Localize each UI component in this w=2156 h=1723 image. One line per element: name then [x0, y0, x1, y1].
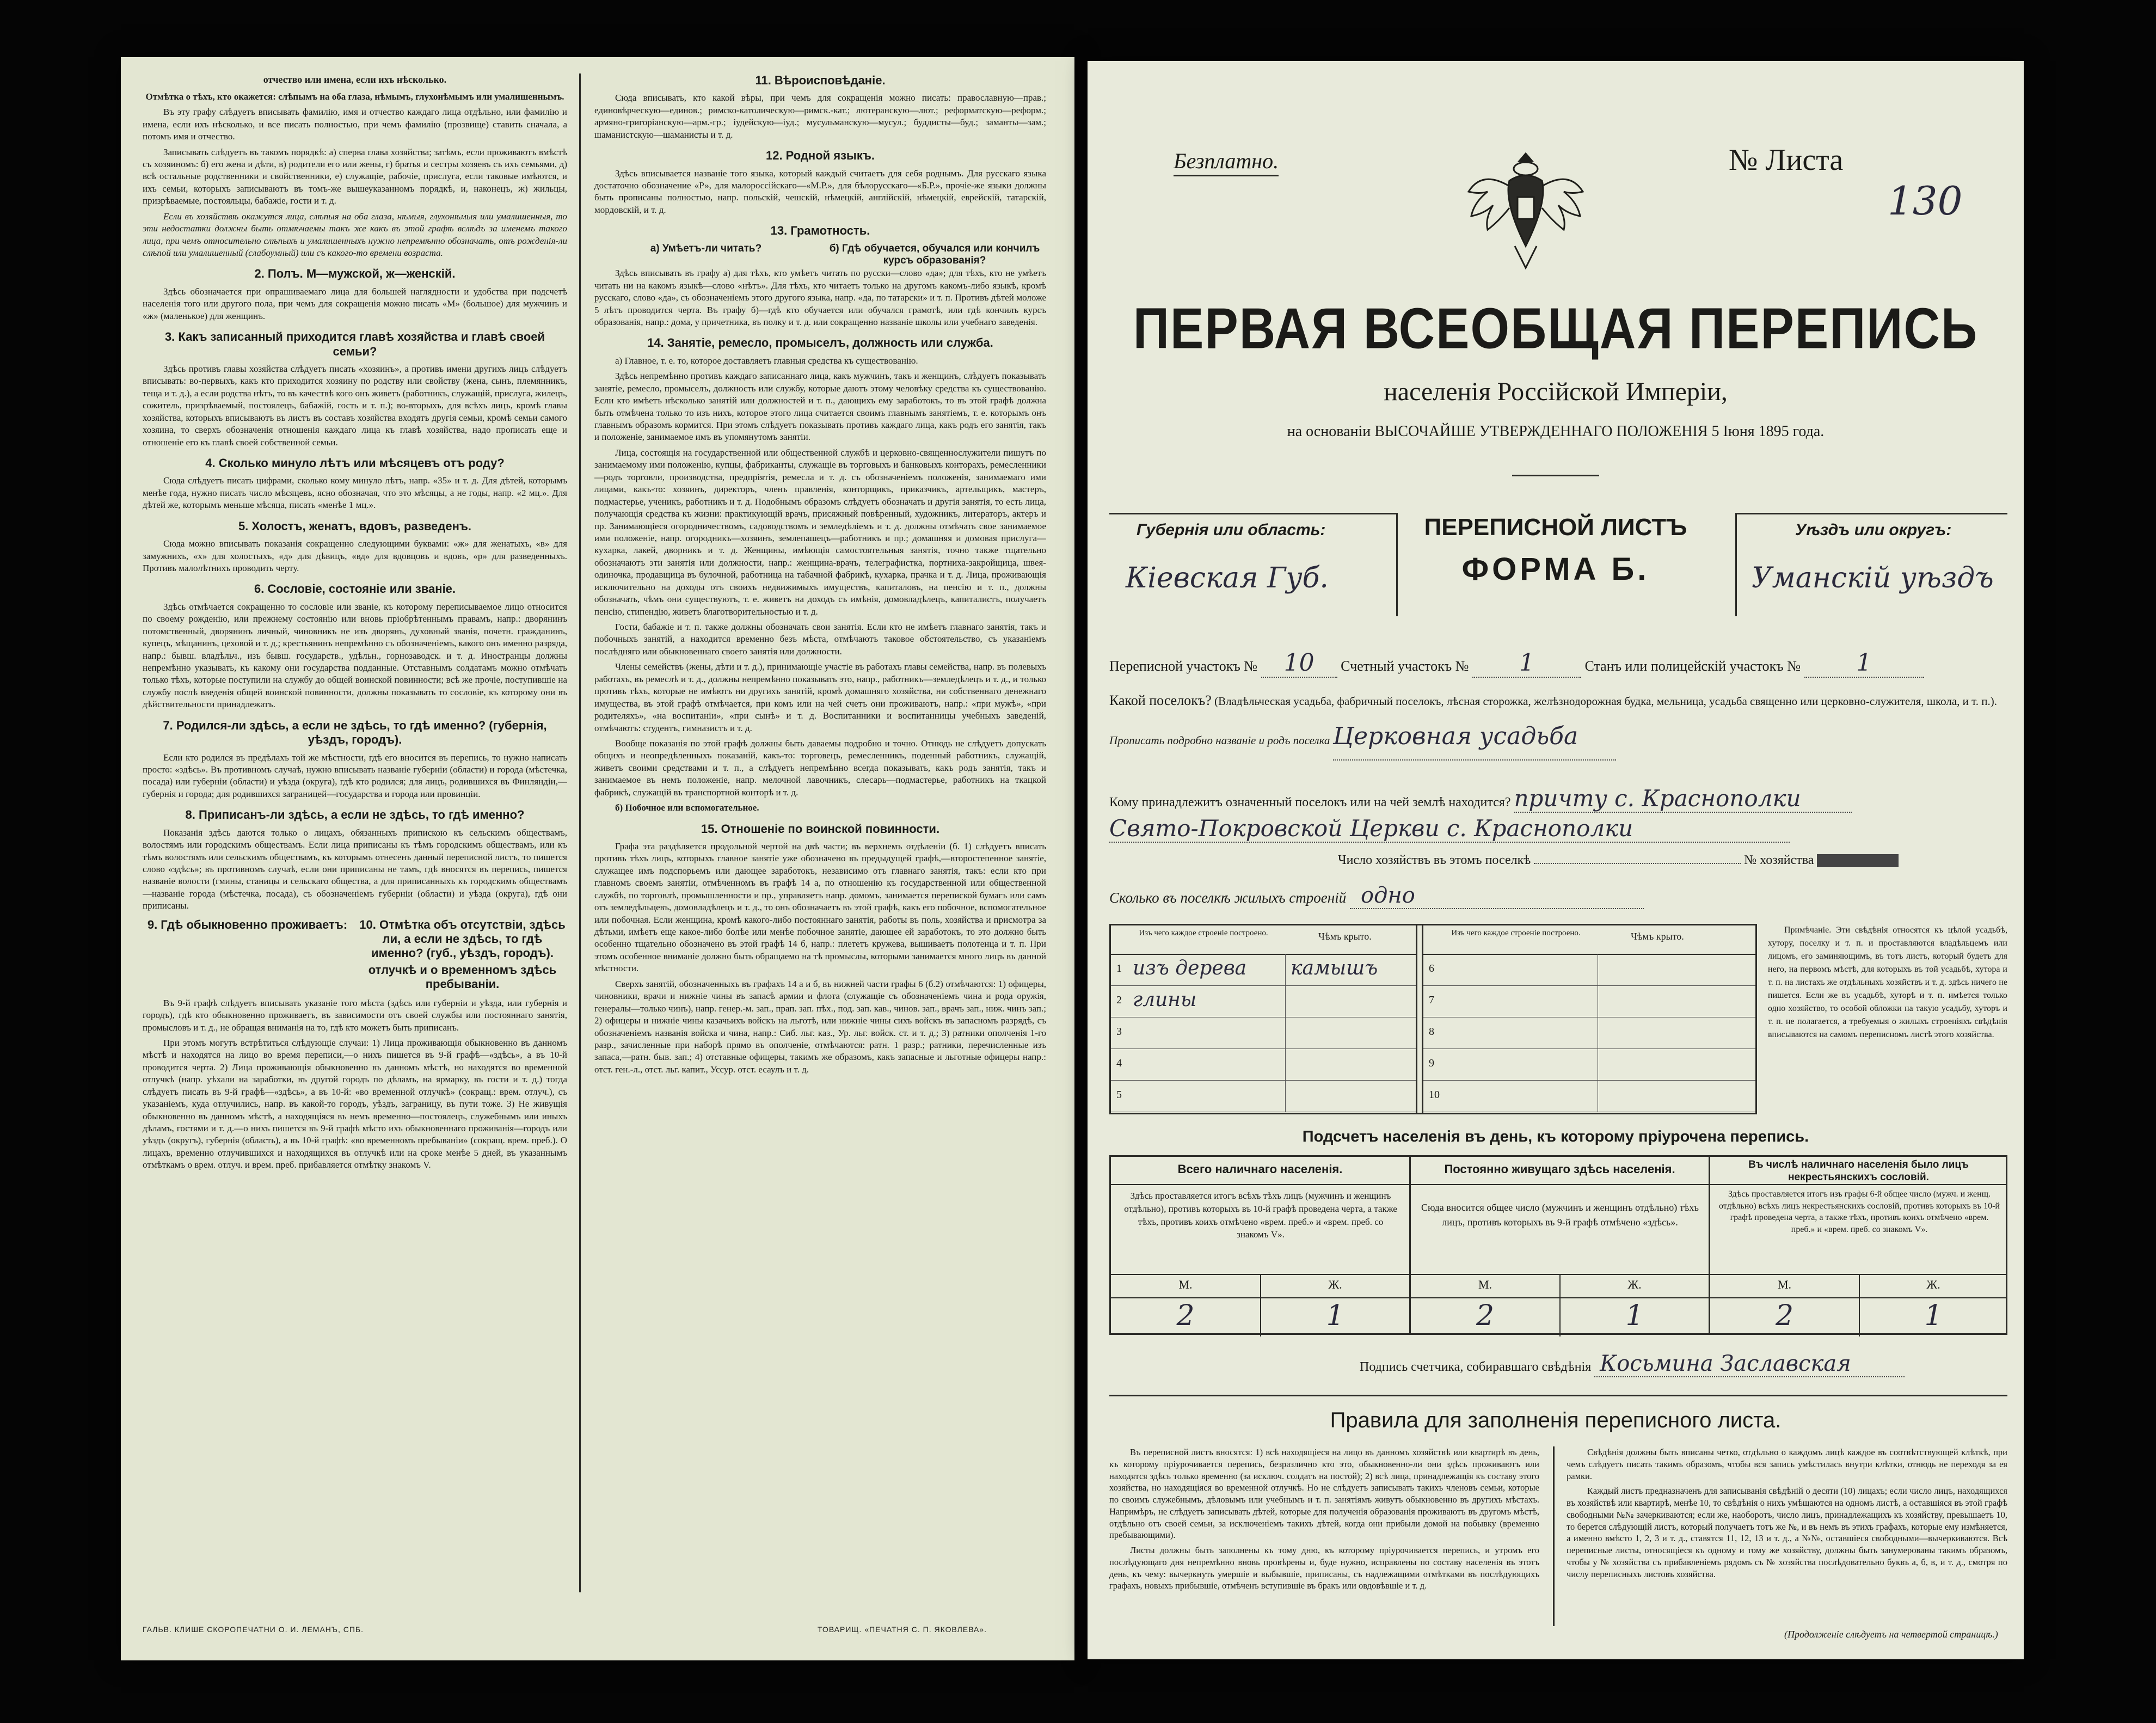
- count-nonpeasant-m[interactable]: 2: [1775, 1299, 1794, 1332]
- headings-9-10: [143, 918, 567, 992]
- rules-left: [1109, 1446, 1539, 1642]
- household-no-label: № хозяйства: [1744, 853, 1814, 867]
- governorate-value[interactable]: Кіевская Губ.: [1126, 562, 1329, 594]
- building-material[interactable]: глины: [1133, 989, 1197, 1011]
- col1-p3: Если въ хозяйствѣ окажутся лица, слѣпыя на оба глаза, нѣмыя, глухонѣмыя или умалишенныя, то эти недостатки должны быть отмѣчаемы такъ же какъ въ этой графѣ вслѣдъ за именемъ такого лица, при чемъ относительно слѣпыхъ и умалишенныхъ нужно непремѣнно обозначать, отъ рожденія-ли слѣпой или умалишенный (слабоумный) или съ какого-то времени возраста.: [143, 211, 567, 258]
- sheet-label: № Листа: [1729, 143, 1844, 177]
- heading-language: 12. Родной языкъ.: [765, 149, 875, 163]
- count-m-1: М.: [1178, 1278, 1193, 1291]
- left-footer-1: ГАЛЬВ. КЛИШЕ СКОРОПЕЧАТНИ О. И. ЛЕМАНЪ, СПБ.: [143, 1625, 364, 1634]
- col2-p6: Лица, состоящія на государственной или общественной службѣ и церковно-священнослужители пишутъ по занимаемому ими положенію, купцы, фабриканты, служащіе въ торговыхъ и банковыхъ конторахъ, ремесленники—родъ торговли, производства, предпріятія, ремесла и т. д. съ обозначеніемъ положенія, занимаемаго ими лицами, какъ-то: хозяинъ, директоръ, членъ правленія, конторщикъ, приказчикъ, артельщикъ, мастеръ, подмастерье, ученикъ, работникъ и т. д. Подобнымъ образомъ слѣдуетъ обозначать и другія занятія, то есть лица, получающія средства къ жизни: практикующій врачъ, присяжный повѣренный, художникъ, литераторъ, актеръ и пр. Занимающіеся огородничествомъ, садоводствомъ и земледѣліемъ и т. д. должны отмѣчать свое занимаемое ими положеніе, напр. огородникъ—хозяинъ, землепашецъ—работникъ и пр.; домашняя и домовая прислуга—кухарка, лакей, дворникъ и т. д. Женщины, имѣющія самостоятельныя занятія, точно также тщательно обозначаютъ эти занятія или должности, напр.: женщина-врачъ, телеграфистка, портниха-закройщица, швея-одиночка, продавщица въ булочной, работница на табачной фабрикѣ, кухарка, прачка и т. д. Лица, проживающія исключительно на доходы отъ своихъ недвижимыхъ имуществъ, капиталовъ, на пенсію и т. п., должны обозначать, чѣмъ они существуютъ, т. е. живетъ на доходъ съ имѣнія, домовладѣлецъ, капиталистъ, получаетъ пенсію, стипендію, живетъ благотворительностью и т. д.: [594, 447, 1046, 617]
- rules-divider: [1553, 1446, 1555, 1626]
- buildings-left-head: [1111, 925, 1416, 955]
- settlement-hint2: Прописать подробно названіе и родъ поселка: [1109, 734, 1330, 747]
- count-section-label: Счетный участокъ №: [1341, 658, 1469, 674]
- buildings-table-divider: [1416, 925, 1423, 1113]
- building-row: [1111, 1080, 1416, 1112]
- heading-education: б) Гдѣ обучается, обучался или кончилъ курсъ образованія?: [829, 242, 1040, 267]
- sheet-number-hand: 130: [1888, 178, 1963, 224]
- col2-p11: Графа эта раздѣляется продольной чертой на двѣ части; въ верхнемъ отдѣленіи (б. 1) слѣдуетъ вписать противъ тѣхъ лицъ, которыхъ главное занятіе уже обозначено въ предыдущей графѣ,—второстепенное занятіе, служащее имъ подспорьемъ или дающее заработокъ, независимо отъ главнаго занятія, такъ: если кто при главномъ своемъ занятіи, отмѣченномъ въ графѣ 14 а, по отношенію къ государственной или общественной службѣ, по торговлѣ, промышленности и пр., управляетъ напр. домомъ, занимается перепиской бумагъ или самъ отъ земледѣльцевъ, домовладѣлецъ и т. д., то онъ обозначаетъ въ этой графѣ, какъ его побочное, вспомогательное или побочная. Если женщина, кромѣ какого-либо постояннаго занятія, работы въ поль, хозяйства и присмотра за дѣтьми, имѣетъ еще какое-либо болѣе или менѣе побочное занятіе, дающее ей заработокъ, то это должно быть особенно тщательно обозначено въ этой графѣ 14 б, напр.: плететъ кружева, вышиваетъ полотенца и т. п. При этомъ особенное вниманіе должно быть обращаемо на тѣ промыслы, которыми занимается много лицъ въ данной мѣстности.: [594, 841, 1046, 974]
- heading-birthplace: 7. Родился-ли здѣсь, а если не здѣсь, то гдѣ именно? (губернія, уѣздъ, городъ).: [163, 718, 547, 747]
- col1-p12: При этомъ могутъ встрѣтиться слѣдующіе случаи: 1) Лица проживающія обыкновенно въ данномъ мѣстѣ и находятся на лицо во время переписи,—о нихъ пишется въ 9-й графѣ—«здѣсь», а въ 10-й проводится черта. 2) Лица проживающія обыкновенно въ данномъ мѣстѣ, но находятся во временной отлучкѣ (напр. уѣхали на заработки, въ другой городъ по дѣламъ, на ярмарку, въ гости и т. д.) тогда слѣдуетъ писать въ 9-й графѣ—«здѣсь», а въ 10-й: «во временной отлучкѣ» (сокращ.: врем. отлуч.), съ указаніемъ, куда отлучились, напр. въ какой-то городъ, уѣздъ, заграницу, въ пути тоже. 3) Не живущія обыкновенно въ данномъ мѣстѣ, а находящіяся въ немъ временно—постоялецъ, служебнымъ или иныхъ дѣламъ, гостями и т. д.—о нихъ пишется въ 9-й графѣ мѣсто ихъ обыкновеннаго проживанія—городъ или уѣздъ (округъ), губернія (область), а въ 10-й графѣ: «во временномъ пребываніи» (сокращ. врем. преб.). О лицахъ, временно отлучившихся и находящихся въ отлучкѣ или на сроке менѣе 5 дней, въ указаннымъ отмѣткамъ о врем. отлуч. и врем. преб. прибавляется отмѣтку знакомъ V.: [143, 1037, 567, 1170]
- building-row: [1111, 1048, 1416, 1081]
- left-column-2: [594, 73, 1046, 1603]
- settlement-value[interactable]: Церковная усадьба: [1333, 714, 1616, 761]
- households-label: Число хозяйствъ въ этомъ поселкѣ: [1338, 853, 1531, 867]
- owner-line: [1109, 785, 2007, 813]
- count-desc-non-peasant: Здѣсь проставляется итогъ изъ графы 6-й общее число (мужч. и женщ. отдѣльно) всѣхъ лицъ некрестьянскихъ сословій, противъ которыхъ въ 10-й графѣ проведена черта, а также тѣхъ, противъ коихъ отмѣчено «врем. преб.» и «врем. преб. со знакомъ V».: [1719, 1189, 2000, 1234]
- signature-label: Подпись счетчика, собиравшаго свѣдѣнія: [1360, 1360, 1592, 1374]
- count-perm-m[interactable]: 2: [1476, 1299, 1495, 1332]
- col2-p3: Здѣсь вписывать въ графу а) для тѣхъ, кто умѣетъ читать по русски—слово «да»; для тѣхъ, кто не умѣетъ читать ни на какомъ языкѣ—слово «нѣтъ». Для тѣхъ, кто читаетъ только на другомъ какомъ-либо языкѣ, кромѣ русскаго, слово «да», съ обозначеніемъ этого другого языка, напр. «да, по татарски» и т. п. Противъ дѣтей моложе 5 лѣтъ проводится черта. Въ графу б)—гдѣ кто обучается или обучался грамотѣ, или гдѣ кончилъ курсъ образованія, напр.: дома, у причетника, въ полку и т. д. или сокращенно названіе школы или учебнаго заведенія.: [594, 268, 1046, 328]
- col1-p10: Показанія здѣсь даются только о лицахъ, обязанныхъ припискою къ сельскимъ обществамъ, волостямъ или городскимъ обществамъ. Если лица приписаны къ тѣмъ городскимъ обществамъ, или къ тѣмъ волостямъ или сельскимъ обществамъ, къ которымъ отнесенъ данный переписной листъ, то пишется слово «здѣсь»; въ противномъ случаѣ, если они приписаны не тамъ, гдѣ вносятся въ перепись, пишется названіе волости (гмины, станицы и сельскаго общества, а для приписанныхъ къ городскимъ обществамъ—названіе города (мѣстечка, посада), съ обозначеніемъ губерніи (области) и уѣзда (округа), гдѣ они приписаны.: [143, 827, 567, 911]
- building-row: [1111, 954, 1416, 986]
- signature-line: [1360, 1351, 2007, 1377]
- census-section-label: Переписной участокъ №: [1109, 658, 1258, 674]
- building-row: [1423, 1017, 1755, 1049]
- building-row: [1111, 985, 1416, 1017]
- count-total-zh[interactable]: 1: [1326, 1299, 1344, 1332]
- note-blind: Отмѣтка о тѣхъ, кто окажется: слѣпымъ на оба глаза, нѣмымъ, глухонѣмымъ или умалишеннымъ.: [145, 91, 564, 102]
- count-mz-rule: [1111, 1297, 2006, 1298]
- heading-military: 15. Отношеніе по воинской повинности.: [701, 821, 940, 836]
- census-section-value[interactable]: 10: [1261, 649, 1337, 678]
- building-row: [1423, 954, 1755, 986]
- building-row-number: 1: [1116, 962, 1122, 974]
- building-row-number: 6: [1429, 962, 1434, 974]
- district-label: Уѣздъ или округъ:: [1795, 521, 1952, 539]
- heading-estate: 6. Сословіе, состояніе или званіе.: [254, 582, 456, 596]
- building-row-number: 7: [1429, 994, 1434, 1006]
- right-page: [1088, 61, 2024, 1659]
- count-mid-rule: [1111, 1274, 2006, 1275]
- sheet-number-label: [1729, 143, 1843, 177]
- col-material-head-2: Изъ чего каждое строеніе построено.: [1451, 929, 1581, 937]
- count-zh-1: Ж.: [1328, 1278, 1342, 1291]
- building-row: [1423, 1080, 1755, 1112]
- building-col-divider: [1285, 954, 1286, 1112]
- count-title: Подсчетъ населенія въ день, къ которому пріурочена перепись.: [1302, 1128, 1809, 1145]
- list-title: ПЕРЕПИСНОЙ ЛИСТЪ: [1424, 514, 1687, 541]
- count-head-rule: [1111, 1184, 2006, 1185]
- col1-p5: Здѣсь противъ главы хозяйства слѣдуетъ писать «хозяинъ», а противъ имени другихъ лицъ слѣдуетъ вписывать: во-первыхъ, какъ кто приходится хозяину по родству или свойству (жена, сынъ, племянникъ, теща и т. д.), а если родства нѣтъ, то въ качествѣ кого онъ живетъ (работникъ, служащій, прислуга, жилецъ, сожитель, призрѣваемый, постоялецъ, бабажій, гость и т. п.); во-вторыхъ, для всѣхъ лицъ, кромѣ главы хозяйства, которыхъ вписываютъ въ листъ въ составъ хозяйства входятъ другія семьи, кромѣ семьи самого хозяина, то сверхъ обозначенія отношенія каждаго лица къ главѣ хозяйства, надо прописать еще и отношеніе его къ главѣ своей собственной семьи.: [143, 363, 567, 447]
- building-row: [1423, 985, 1755, 1017]
- count-desc-permanent: Сюда вносится общее число (мужчинъ и женщинъ отдѣльно) тѣхъ лицъ, противъ которыхъ въ 9-й графѣ отмѣчено «здѣсь».: [1421, 1202, 1699, 1228]
- building-material[interactable]: изъ дерева: [1133, 957, 1247, 979]
- col2-p8: Члены семействъ (жены, дѣти и т. д.), принимающіе участіе въ работахъ главы семейства, напр. въ полевыхъ работахъ, въ ремеслѣ и т. д., должны непремѣнно показывать это, напр., работникъ—земледѣлецъ и т. д., и только противъ тѣхъ, которые не имѣютъ ни другихъ занятій, кромѣ домашняго хозяйства, ни собственнаго денежнаго имущества, въ этой графѣ отмѣчается, при комъ или на чей счетъ они проживаютъ, напр.: «при мужѣ», «при родителяхъ», «на воспитаніи», «при сынѣ» и т. д. Воспитанники и воспитанницы учебныхъ заведеній, отмѣчаютъ: студентъ, гимназистъ и т. д.: [594, 661, 1046, 733]
- rules-top-rule: [1109, 1395, 2007, 1396]
- col-material-head: Изъ чего каждое строеніе построено.: [1139, 929, 1268, 937]
- count-head-total: Всего наличнаго населенія.: [1177, 1162, 1343, 1176]
- rules-left-2: Листы должны быть заполнены къ тому дню, къ которому пріурочивается перепись, и утромъ его послѣдующаго дня непремѣнно вновь провѣрены и, буде нужно, исправлены по составу населенія въ этотъ день, къ чему: вычеркнуть умершіе и выбывшіе, приписаны, съ надлежащими отмѣтками въ послѣдующихъ графахъ, новыхъ прибывшіе, отмѣченъ вступившіе въ бракъ или овдовѣвшіе и т. д.: [1109, 1545, 1539, 1591]
- district-value[interactable]: Уманскій уѣздъ: [1752, 562, 1994, 594]
- imperial-eagle-emblem: [1463, 143, 1588, 279]
- building-row-number: 3: [1116, 1026, 1122, 1038]
- settlement-label: Какой поселокъ?: [1109, 692, 1212, 708]
- owner-value-2[interactable]: Свято-Покровской Церкви с. Краснополки: [1109, 815, 1790, 843]
- col1-p9: Если кто родился въ предѣлахъ той же мѣстности, гдѣ его вносится въ перепись, то нужно написать просто: «здѣсь». Въ противномъ случаѣ, нужно вписывать названіе губерніи (области) и города (мѣстечка, посада) или губерніи (области) и уѣзда (округа), гдѣ кто родился; для лицъ, родившихся въ Финляндіи,—губернія и города; для родившихся заграницей—государства и города или провинціи.: [143, 752, 567, 799]
- count-zh-2: Ж.: [1627, 1278, 1642, 1291]
- owner-label: Кому принадлежитъ означенный поселокъ или на чей землѣ находится?: [1109, 795, 1511, 810]
- heading-sex: 2. Полъ. М—мужской, ж—женскій.: [254, 267, 456, 281]
- building-row: [1111, 1017, 1416, 1049]
- col2-p4: а) Главное, т. е. то, которое доставляетъ главныя средства къ существованію.: [615, 355, 918, 366]
- buildings-table: [1109, 924, 1757, 1114]
- continued-note: (Продолженіе слѣдуетъ на четвертой страницѣ.): [1784, 1629, 1998, 1640]
- left-page: [121, 57, 1074, 1660]
- building-roof[interactable]: камышъ: [1291, 957, 1378, 979]
- stan-value[interactable]: 1: [1804, 649, 1924, 678]
- buildings-line: [1109, 883, 1644, 909]
- form-title: ФОРМА Б.: [1461, 551, 1650, 587]
- signature-value[interactable]: Косьмина Заславская: [1594, 1351, 1905, 1377]
- heading-can-read: а) Умѣетъ-ли читать?: [650, 242, 762, 254]
- col1-p2: Записывать слѣдуетъ въ такомъ порядкѣ: а) сперва глава хозяйства; затѣмъ, если проживаютъ вмѣстѣ съ хозяиномъ: б) его жена и дѣти, в) родители его или жены, г) братья и сестры хозяевъ съ ихъ семьями, д) всѣ остальные родственники и свойственники, е) служащіе, рабочіе, прислуга, если таковые имѣются, и ихъ семьи, которыхъ записываютъ въ томъ-же вышеуказанномъ порядкѣ, и, наконецъ, ж) жильцы, призрѣваемые, постояльцы, бабажіе, гости и т. д.: [143, 146, 567, 206]
- buildings-value[interactable]: одно: [1350, 883, 1644, 909]
- left-footer-2: ТОВАРИЩ. «ПЕЧАТНЯ С. П. ЯКОВЛЕВА».: [818, 1625, 987, 1634]
- buildings-label: Сколько въ поселкѣ жилыхъ строеній: [1109, 890, 1347, 906]
- col1-p4: Здѣсь обозначается при опрашиваемаго лица для большей наглядности и удобства при подсчетѣ населенія того или другого пола, при чемъ для сокращенія можно писать «М» (большое) для мужчинъ и «ж» (маленькое) для женщинъ.: [143, 286, 567, 321]
- col1-top-line: отчество или имена, если ихъ нѣсколько.: [263, 74, 447, 85]
- page-title: ПЕРВАЯ ВСЕОБЩАЯ ПЕРЕПИСЬ: [1133, 297, 1979, 361]
- col2-p5: Здѣсь непремѣнно противъ каждаго записаннаго лица, какъ мужчинъ, такъ и женщинъ, слѣдуетъ показывать занятіе, ремесло, промыселъ, должность или службу, которые даютъ этому человѣку средства къ существованію. Если кто имѣетъ нѣсколько занятій или должностей и т. п., дающихъ ему заработокъ, то въ этой графѣ должна быть отмѣчена только то изъ нихъ, которое этого лица считается своимъ главнымъ занятіемъ, т. е. которымъ онъ главнымъ образомъ кормится. При этомъ слѣдуетъ показывать противъ каждаго лица, какъ родъ его занятія, такъ и положеніе, занимаемое имъ въ упомянутомъ занятіи.: [594, 371, 1046, 443]
- building-row-number: 2: [1116, 994, 1122, 1006]
- count-m-3: М.: [1777, 1278, 1792, 1291]
- col1-p1: Въ эту графу слѣдуетъ вписывать фамилію, имя и отчество каждаго лица отдѣльно, или фамилію и имена, если ихъ нѣсколько, и все писать полностью, при чемъ фамилію (прозвище) ставить сначала, а потомъ имя и отчество.: [143, 107, 567, 142]
- heading-registered: 8. Приписанъ-ли здѣсь, а если не здѣсь, то гдѣ именно?: [185, 808, 525, 822]
- col2-p9: Вообще показанія по этой графѣ должны быть даваемы подробно и точно. Отнюдь не слѣдуетъ допускать общихъ и неопредѣленныхъ показаній, какъ-то: торговецъ, ремесленникъ, поденный работникъ, служащій, живетъ своими средствами и т. п., а слѣдуетъ непремѣнно всегда показывать, какъ родъ занятія, такъ и занимаемое въ немъ положеніе, напр. мелочной лавочникъ, слесарь—подмастерье, работникъ на ткацкой фабрикѣ, служащій въ транспортной конторѣ и т. д.: [594, 738, 1046, 798]
- subtitle: населенія Россійской Имперіи,: [1384, 377, 1728, 406]
- building-row-number: 10: [1429, 1089, 1440, 1101]
- heading-absence-2: отлучкѣ и о временномъ здѣсь пребываніи.: [368, 962, 557, 991]
- rules-right-1: Свѣдѣнія должны быть вписаны четко, отдѣльно о каждомъ лицѣ каждое въ соотвѣтствующей клѣткѣ, при чемъ слѣдуетъ писать такимъ образомъ, чтобы вся запись умѣстилась внутри клѣтки, отнюдь не переходя за ея рамки.: [1567, 1447, 2007, 1481]
- sections-line: [1109, 649, 2007, 678]
- rules-title: Правила для заполненія переписного листа.: [1330, 1408, 1782, 1432]
- heading-religion: 11. Вѣроисповѣданіе.: [755, 73, 886, 87]
- heading-residence: 9. Гдѣ обыкновенно проживаетъ:: [147, 917, 348, 931]
- buildings-right-head: [1423, 925, 1755, 955]
- building-row-number: 4: [1116, 1057, 1122, 1069]
- count-head-non-peasant: Въ числѣ наличнаго населенія было лицъ некрестьянскихъ сословій.: [1748, 1159, 1969, 1183]
- col2-p2: Здѣсь вписывается названіе того языка, который каждый считаетъ для себя роднымъ. Для русскаго языка достаточно обозначение «Р», для малороссійскаго—«М.Р.», для бѣлорусскаго—«Б.Р.», прочіе-же языки должны быть прописаны полностью, напр. польскій, чешскій, нѣмецкій, англійскій, нѣмецкій, еврейскій, татарскій, мордовскій, и т. д.: [594, 168, 1046, 215]
- households-line: [1338, 853, 2007, 868]
- settlement-block: [1109, 687, 2007, 761]
- building-row: [1423, 1048, 1755, 1081]
- count-m-2: М.: [1478, 1278, 1492, 1291]
- rules-right-2: Каждый листъ предназначенъ для записыванія свѣдѣній о десяти (10) лицахъ; если число лицъ, находящихся въ хозяйствѣ или квартирѣ, менѣе 10, то свѣдѣнія о нихъ умѣщаются на одномъ листѣ, а оставшіяся въ этой графѣ свободными №№ зачеркиваются; если же, наоборотъ, число лицъ, принадлежащихъ къ хозяйству, превышаетъ 10, то берется слѣдующій листъ, который получаетъ тотъ же №, и въ немъ въ этихъ графахъ, которые ему измѣняется, а именно вмѣсто 1, 2, 3 и т. д., ставятся 11, 12, 13 и т. д., а №№, оставшіеся свободными—вычеркиваются. Всѣ переписные листы, относящіеся къ одному и тому же хозяйству, должны быть занумерованы такимъ образомъ, чтобы у № хозяйства съ прибавленіемъ рядомъ съ № хозяйства послѣдовательно буквъ а, б, в, и т. д., смотря по числу переписныхъ листовъ хозяйства.: [1567, 1486, 2007, 1579]
- col1-p11: Въ 9-й графѣ слѣдуетъ вписывать указаніе того мѣста (здѣсь или губерніи и уѣзда, или губернія и городъ), гдѣ кто обыкновенно проживаетъ, въ зависимости отъ своей службы или постояннаго занятія, промысловъ и т. д., не обращая вниманія на то, гдѣ кто можетъ быть приписанъ.: [143, 997, 567, 1033]
- heading-literacy: 13. Грамотность.: [770, 224, 870, 238]
- owner-value-1[interactable]: причту с. Краснополки: [1514, 785, 1852, 813]
- building-row-number: 8: [1429, 1026, 1434, 1038]
- col2-p7: Гости, бабажіе и т. п. также должны обозначать свои занятія. Если кто не имѣетъ главнаго занятія, такъ и побочныхъ занятій, а находится временно безъ мѣста, отмѣчаютъ таковое обстоятельство, съ указаніемъ послѣдняго или обыкновеннаго своего занятія или должности.: [594, 622, 1046, 657]
- rules-left-1: Въ переписной листъ вносятся: 1) всѣ находящіеся на лицо въ данномъ хозяйствѣ или квартирѣ въ день, къ которому пріурочивается перепись, безразлично кто это, обыкновенно-ли они здѣсь проживаютъ или находятся здѣсь только временно (за исключ. солдатъ на постой); 2) всѣ лица, принадлежащія къ составу этого хозяйства, но находящіяся во временной отлучкѣ. Но не слѣдуетъ записывать такихъ членовъ семьи, которые по своимъ служебнымъ, дѣловымъ или учебнымъ и т. п. занятіямъ живутъ обыкновенно въ другихъ мѣстахъ. Напримѣръ, не слѣдуетъ записывать дѣтей, которые для полученія образованія проживаютъ въ другомъ мѣстѣ, отдѣльно отъ своей семьи, за исключеніемъ такихъ дѣтей, когда они прибыли домой на побывку (временно пребывающими).: [1109, 1447, 1539, 1541]
- stan-label: Станъ или полицейскій участокъ №: [1584, 658, 1801, 674]
- literacy-subheads: [594, 243, 1046, 268]
- count-zh-3: Ж.: [1926, 1278, 1940, 1291]
- col2-p10: б) Побочное или вспомогательное.: [615, 802, 759, 813]
- col1-p8: Здѣсь отмѣчается сокращенно то сословіе или званіе, къ которому переписываемое лицо относится по своему рожденію, или прежнему состоянію или вновь пріобрѣтеннымъ правамъ, напр.: дворянинъ потомственный, дворянинъ личный, чиновникъ не изъ дворянъ, духовный званія, почетн. гражданинъ, купецъ, мѣщанинъ, цеховой и т. д.; крестьянинъ непремѣнно съ обозначеніемъ, какого онъ именно разряда, напр.: бывш. владѣльч., изъ бывш. государств., удѣльн., горнозаводск. и т. д. Иностранцы должны непремѣнно указывать, къ какому они государства подданные. Отставнымъ солдатамъ можно отмѣчать только тѣхъ, которые поступили на службу до общей воинской повинности; всѣ же прочіе, поступившіе на службу послѣ введенія общей воинской повинности, должны показывать то сословіе, къ которому они въ дѣйствительности принадлежатъ.: [143, 601, 567, 710]
- heading-marital: 5. Холостъ, женатъ, вдовъ, разведенъ.: [238, 519, 472, 533]
- col2-p1: Сюда вписывать, кто какой вѣры, при чемъ для сокращенія можно писать: православную—прав.; единовѣрческую—единов.; римско-католическую—римск.-кат.; лютеранскую—лют.; реформатскую—реформ.; армяно-григоріанскую—арм.-гр.; іудейскую—іуд.; мусульманскую—мусул.; буддисты—буд.; заманты—зам.; шаманистскую—шаманисты и т. д.: [594, 93, 1046, 140]
- building-row-number: 5: [1116, 1089, 1122, 1101]
- count-section-value[interactable]: 1: [1472, 649, 1581, 678]
- left-column-1: [143, 73, 567, 1603]
- col-roof-head: Чѣмъ крыто.: [1318, 931, 1372, 942]
- building-row-number: 9: [1429, 1057, 1434, 1069]
- basis-line: на основаніи ВЫСОЧАЙШЕ УТВЕРЖДЕННАГО ПОЛОЖЕНІЯ 5 Іюня 1895 года.: [1287, 423, 1825, 440]
- col-roof-head-2: Чѣмъ крыто.: [1631, 931, 1684, 942]
- heading-age: 4. Сколько минуло лѣтъ или мѣсяцевъ отъ роду?: [205, 456, 505, 470]
- column-divider-left: [579, 73, 581, 1592]
- col2-p12: Сверхъ занятій, обозначенныхъ въ графахъ 14 а и б, въ нижней части графы 6 (б.2) отмѣчаются: 1) офицеры, чиновники, врачи и нижніе чины въ запасѣ армии и флота (служащіе съ обозначеніемъ чина и рода оружія, генералы—только чинъ), напр. генер.-м. зап., прап. зап. пѣх., под. зап. кав., чинов. зап., врачъ зап., ниж. чинъ зап.; 2) офицеры и нижніе чины казачьихъ войскъ на льготѣ, или нижніе чины сихъ войскъ въ запасномъ разрядѣ, съ обозначеніемъ названія войска и чина, напр.: Сиб. льг. каз., Ур. льг. войск. ст. и т. д.; 3) ратники ополченія 1-го разр., зачисленные при наборѣ прямо въ ополченіе, отмѣчаются: ратн. 1 разр.; ратники, перечисленные изъ запаса,—ратн. быв. зап.; 4) отставные офицеры, такимъ же образомъ, какъ запасные и льготные офицеры напр.: отст. ген.-л., отст. льг. капит., Уссур. отст. есаулъ и т. д.: [594, 978, 1046, 1075]
- heading-absence: 10. Отмѣтка объ отсутствіи, здѣсь ли, а если не здѣсь, то гдѣ именно? (губ., уѣздъ, городъ).: [359, 917, 566, 960]
- count-total-m[interactable]: 2: [1176, 1299, 1195, 1332]
- title-rule: [1512, 475, 1599, 476]
- heading-relation: 3. Какъ записанный приходится главѣ хозяйства и главѣ своей семьи?: [164, 330, 545, 358]
- settlement-hint: (Владѣльческая усадьба, фабричный поселокъ, лѣсная сторожка, желѣзнодорожная будка, мельница, усадьба священно или церковно-служителя, школа, и т. п.).: [1214, 695, 1997, 708]
- count-nonpeasant-zh[interactable]: 1: [1924, 1299, 1943, 1332]
- population-count-table: [1109, 1155, 2007, 1335]
- col1-p6: Сюда слѣдуетъ писать цифрами, сколько кому минуло лѣтъ, напр. «35» и т. д. Для дѣтей, которымъ менѣе года, нужно писать число мѣсяцевъ, ясно обозначая, что это мѣсяцы, а не годы, напр. «2 мц.». Для дѣтей же, которымъ меньше мѣсяца, писать «менѣе 1 мц.».: [143, 475, 567, 511]
- heading-occupation: 14. Занятіе, ремесло, промыселъ, должность или служба.: [647, 336, 993, 350]
- count-head-permanent: Постоянно живущаго здѣсь населенія.: [1444, 1162, 1675, 1176]
- free-label: Безплатно.: [1174, 148, 1279, 176]
- household-no-redacted: [1817, 854, 1899, 867]
- count-perm-zh[interactable]: 1: [1625, 1299, 1644, 1332]
- households-value[interactable]: [1534, 863, 1741, 864]
- buildings-note: Примѣчаніе. Эти свѣдѣнія относятся къ цѣлой усадьбѣ, хутору, поселку и т. п. и проставляются владѣльцемъ или лицомъ, его заминяющимъ, въ тотъ листъ, который будетъ для него, на первомъ мѣстѣ, для которыхъ въ той усадьбѣ, хутора и т. п. на листахъ же отдѣльныхъ хозяйствъ и т. д. здѣсь ничего не пишется. Если же въ усадьбѣ, хуторѣ и т. п. имѣется только одно хозяйство, то особой обложки на такую усадьбу, хуторъ и т. п. не полагается, а требуемыя о жилыхъ строеніяхъ свѣдѣнія вписываются на самомъ переписномъ листѣ этого хозяйства.: [1768, 925, 2007, 1039]
- col1-p7: Сюда можно вписывать показанія сокращенно следующими буквами: «ж» для женатыхъ, «в» для замужнихъ, «х» для холостыхъ, «д» для дѣвицъ, «вд» для вдовцовъ и вдовъ, «р» для разведенныхъ. Противъ малолѣтнихъ проводить черту.: [143, 538, 567, 573]
- rules-right: [1567, 1446, 2007, 1626]
- count-desc-total: Здѣсь проставляется итогъ всѣхъ тѣхъ лицъ (мужчинъ и женщинъ отдѣльно), противъ которыхъ въ 10-й графѣ проведена черта, а также тѣхъ, противъ коихъ отмѣчено «врем. преб.» и «врем. преб. со знакомъ V».: [1124, 1191, 1397, 1240]
- governorate-label: Губернія или область:: [1137, 521, 1326, 539]
